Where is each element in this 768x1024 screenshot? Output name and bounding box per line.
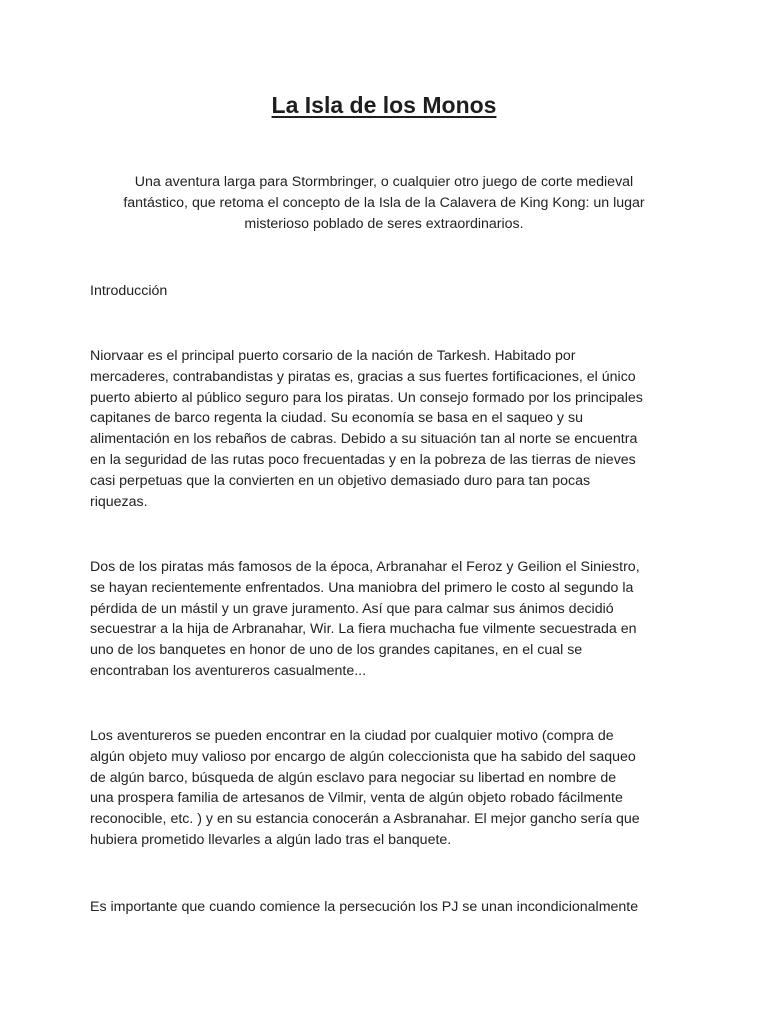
paragraph-line: Los aventureros se pueden encontrar en la ciudad por cualquier motivo (compra de (90, 728, 614, 744)
paragraph-line: Dos de los piratas más famosos de la época, Arbranahar el Feroz y Geilion el Siniestro, (90, 559, 640, 575)
paragraph-line: mercaderes, contrabandistas y piratas es, gracias a sus fuertes fortificaciones, el único (90, 368, 636, 385)
paragraph-line: una prospera familia de artesanos de Vilmir, venta de algún objeto robado fácilmente (90, 790, 623, 807)
paragraph-line: algún objeto muy valioso por encargo de algún coleccionista que ha sabido del saqueo (90, 748, 636, 765)
paragraph-line: puerto abierto al público seguro para los piratas. Un consejo formado por los principales (90, 389, 643, 406)
paragraph-line: hubiera prometido llevarles a algún lado tras el banquete. (90, 831, 452, 848)
paragraph-piratas (90, 557, 690, 682)
paragraph-line: pérdida de un mástil y un grave juramento. Así que para calmar sus ánimos decidió (90, 600, 614, 617)
paragraph-persecucion (90, 897, 690, 918)
paragraph-niorvaar (90, 346, 690, 512)
paragraph-line: Niorvaar es el principal puerto corsario de la nación de Tarkesh. Habitado por (90, 348, 576, 364)
paragraph-line: riquezas. (90, 493, 148, 510)
paragraph-line: encontraban los aventureros casualmente... (90, 662, 367, 679)
paragraph-line: Es importante que cuando comience la persecución los PJ se unan incondicionalmente (90, 899, 639, 915)
paragraph-line: de algún barco, búsqueda de algún esclavo para negociar su libertad en nombre de (90, 769, 617, 786)
paragraph-line: se hayan recientemente enfrentados. Una maniobra del primero le costo al segundo la (90, 579, 634, 596)
subtitle-line: Una aventura larga para Stormbringer, o cualquier otro juego de corte medieval (134, 174, 634, 190)
paragraph-line: en la seguridad de las rutas poco frecuentadas y en la pobreza de las tierras de nieves (90, 451, 636, 468)
paragraph-line: alimentación en los rebaños de cabras. Debido a su situación tan al norte se encuentra (90, 431, 638, 448)
paragraph-line: uno de los banquetes en honor de uno de los grandes capitanes, en el cual se (90, 642, 583, 659)
subtitle-line: fantástico, que retoma el concepto de la Isla de la Calavera de King Kong: un lugar (123, 195, 645, 211)
document-subtitle (96, 172, 672, 235)
section-heading-introduccion: Introducción (90, 283, 168, 299)
document-title: La Isla de los Monos (271, 92, 497, 118)
subtitle-line: misterioso poblado de seres extraordinarios. (244, 216, 524, 232)
paragraph-aventureros (90, 726, 690, 851)
paragraph-line: reconocible, etc. ) y en su estancia conocerán a Asbranahar. El mejor gancho sería que (90, 811, 640, 828)
paragraph-line: capitanes de barco regenta la ciudad. Su economía se basa en el saqueo y su (90, 410, 583, 427)
paragraph-line: secuestrar a la hija de Arbranahar, Wir. La fiera muchacha fue vilmente secuestrada en (90, 621, 637, 638)
paragraph-line: casi perpetuas que la convierten en un objetivo demasiado duro para tan pocas (90, 472, 591, 489)
